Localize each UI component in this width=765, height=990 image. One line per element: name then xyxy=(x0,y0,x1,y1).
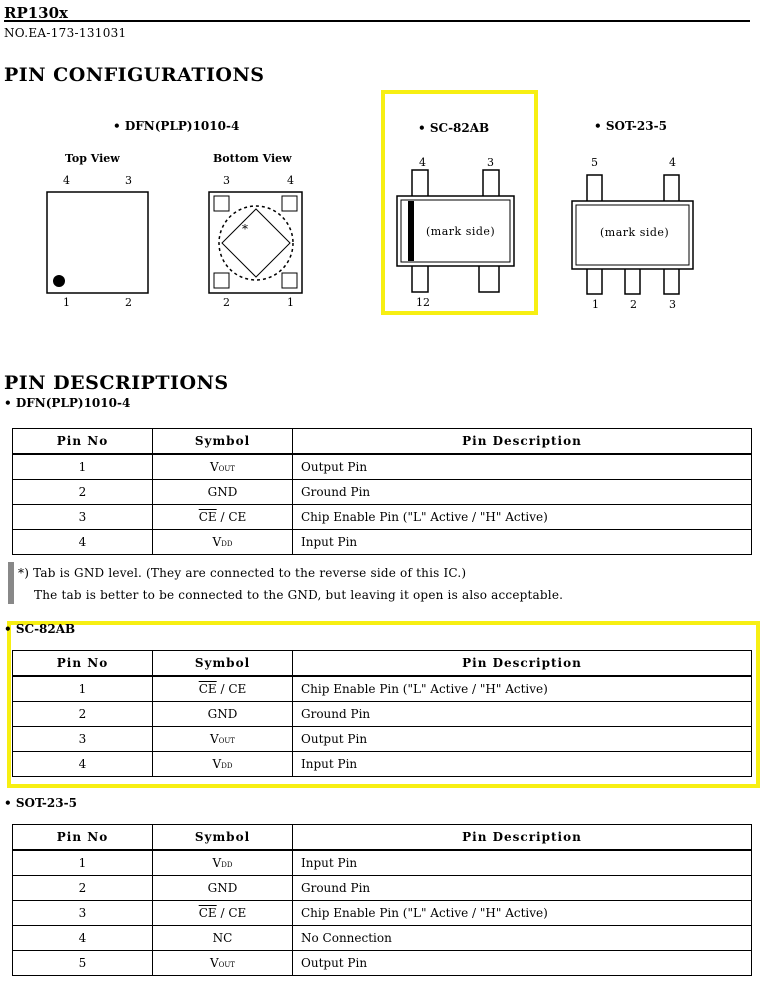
sot-config-title: • SOT-23-5 xyxy=(594,119,667,133)
table-row xyxy=(13,752,752,777)
dfn-bottom-pin-3: 3 xyxy=(223,174,230,187)
symbol-rest: / CE xyxy=(216,510,247,524)
sot-pin-2: 2 xyxy=(630,298,637,311)
pin-no-cell: 3 xyxy=(13,901,153,926)
symbol-cell xyxy=(153,926,293,951)
dfn-bottom-pin-1: 1 xyxy=(287,296,294,309)
table-row xyxy=(13,530,752,555)
table-row xyxy=(13,480,752,505)
tab-note xyxy=(8,562,758,604)
table-header-row xyxy=(13,651,752,677)
symbol-cell xyxy=(153,480,293,505)
sot-pin-4: 4 xyxy=(669,156,676,169)
symbol-cell xyxy=(153,454,293,480)
tab-asterisk: * xyxy=(242,222,248,236)
pin-no-cell: 3 xyxy=(13,505,153,530)
pin-description-cell: Output Pin xyxy=(293,951,752,976)
pin-no-cell: 2 xyxy=(13,876,153,901)
table-row xyxy=(13,901,752,926)
header-rule xyxy=(4,20,750,22)
pin-no-cell: 1 xyxy=(13,454,153,480)
symbol-subscript: DD xyxy=(221,861,233,869)
symbol-cell xyxy=(153,752,293,777)
pin-no-cell: 4 xyxy=(13,530,153,555)
symbol-cell xyxy=(153,505,293,530)
dfn-top-pin-3: 3 xyxy=(125,174,132,187)
table-row xyxy=(13,727,752,752)
symbol-cell xyxy=(153,876,293,901)
top-view-label: Top View xyxy=(65,152,120,165)
symbol-inverted: $\overline{CE}$ xyxy=(198,510,217,524)
sc82-pin-4: 4 xyxy=(419,156,426,169)
sot-pin-5: 5 xyxy=(591,156,598,169)
tab-note-line-2: The tab is better to be connected to the GND, but leaving it open is also acceptable. xyxy=(34,588,564,602)
symbol-cell xyxy=(153,951,293,976)
symbol-text: V xyxy=(212,856,222,870)
col-pin-no: Pin No xyxy=(13,825,153,851)
col-pin-description: Pin Description xyxy=(293,651,752,677)
col-symbol: Symbol xyxy=(153,429,293,455)
sc82-pin-3: 3 xyxy=(487,156,494,169)
table-row xyxy=(13,876,752,901)
symbol-subscript: DD xyxy=(221,540,233,548)
pin-description-cell: Chip Enable Pin ("L" Active / "H" Active) xyxy=(293,901,752,926)
sc82-desc-title: • SC-82AB xyxy=(4,622,76,636)
sot-desc-title: • SOT-23-5 xyxy=(4,796,77,810)
col-symbol: Symbol xyxy=(153,825,293,851)
col-pin-no: Pin No xyxy=(13,429,153,455)
symbol-cell xyxy=(153,901,293,926)
pin-no-cell: 5 xyxy=(13,951,153,976)
pin-config-heading: PIN CONFIGURATIONS xyxy=(4,64,265,86)
table-header-row xyxy=(13,825,752,851)
col-pin-description: Pin Description xyxy=(293,429,752,455)
sot-pin-table xyxy=(12,824,752,976)
pin-description-cell: Ground Pin xyxy=(293,480,752,505)
symbol-subscript: DD xyxy=(221,762,233,770)
symbol-cell xyxy=(153,702,293,727)
symbol-inverted: $\overline{CE}$ xyxy=(198,906,217,920)
symbol-cell xyxy=(153,727,293,752)
table-row xyxy=(13,850,752,876)
symbol-subscript: OUT xyxy=(218,465,235,473)
col-symbol: Symbol xyxy=(153,651,293,677)
table-row xyxy=(13,926,752,951)
table-row xyxy=(13,951,752,976)
table-row xyxy=(13,505,752,530)
part-number: RP130x xyxy=(4,4,68,22)
dfn-top-pin-4: 4 xyxy=(63,174,70,187)
symbol-text: GND xyxy=(207,707,238,721)
symbol-text: V xyxy=(210,956,219,970)
symbol-text: V xyxy=(210,732,219,746)
symbol-cell xyxy=(153,850,293,876)
pin-description-cell: No Connection xyxy=(293,926,752,951)
pin-description-cell: Ground Pin xyxy=(293,702,752,727)
pin-no-cell: 1 xyxy=(13,676,153,702)
pin-no-cell: 2 xyxy=(13,702,153,727)
symbol-text: V xyxy=(212,757,222,771)
table-row xyxy=(13,702,752,727)
dfn-top-pin-2: 2 xyxy=(125,296,132,309)
col-pin-no: Pin No xyxy=(13,651,153,677)
pin-description-cell: Input Pin xyxy=(293,850,752,876)
sot-pin-3: 3 xyxy=(669,298,676,311)
dfn-config-title: • DFN(PLP)1010-4 xyxy=(113,119,240,133)
dfn-bottom-pin-2: 2 xyxy=(223,296,230,309)
sot-pin-1: 1 xyxy=(592,298,599,311)
pin-no-cell: 4 xyxy=(13,752,153,777)
dfn-top-pin-1: 1 xyxy=(63,296,70,309)
col-pin-description: Pin Description xyxy=(293,825,752,851)
pin-description-cell: Chip Enable Pin ("L" Active / "H" Active) xyxy=(293,676,752,702)
dfn-desc-title: • DFN(PLP)1010-4 xyxy=(4,396,131,410)
sc82-mark-bar-icon xyxy=(408,201,414,261)
symbol-inverted: $\overline{CE}$ xyxy=(198,682,217,696)
symbol-subscript: OUT xyxy=(218,737,235,745)
symbol-rest: / CE xyxy=(216,906,247,920)
symbol-text: GND xyxy=(207,881,238,895)
sc82-pins-1-2: 12 xyxy=(416,296,430,309)
symbol-text: V xyxy=(212,535,222,549)
pin-description-cell: Chip Enable Pin ("L" Active / "H" Active) xyxy=(293,505,752,530)
symbol-text: NC xyxy=(212,931,233,945)
symbol-subscript: OUT xyxy=(218,961,235,969)
document-number: NO.EA-173-131031 xyxy=(4,26,127,40)
sc82-config-title: • SC-82AB xyxy=(418,121,490,135)
sc82-pin-table xyxy=(12,650,752,777)
pin-description-cell: Input Pin xyxy=(293,752,752,777)
table-row xyxy=(13,676,752,702)
symbol-text: GND xyxy=(207,485,238,499)
symbol-cell xyxy=(153,676,293,702)
dfn-bottom-pin-4: 4 xyxy=(287,174,294,187)
tab-note-line-1: *) Tab is GND level. (They are connected to the reverse side of this IC.) xyxy=(18,566,467,580)
sot-mark-side-label: (mark side) xyxy=(600,226,670,239)
pin-description-cell: Ground Pin xyxy=(293,876,752,901)
dfn-bottom-view-diagram xyxy=(208,191,304,295)
dfn-top-view-diagram xyxy=(46,191,150,295)
pin-no-cell: 1 xyxy=(13,850,153,876)
pin-no-cell: 2 xyxy=(13,480,153,505)
pin-description-cell: Output Pin xyxy=(293,454,752,480)
sc82-mark-side-label: (mark side) xyxy=(426,225,496,238)
pin-no-cell: 3 xyxy=(13,727,153,752)
pin-description-cell: Input Pin xyxy=(293,530,752,555)
table-row xyxy=(13,454,752,480)
symbol-rest: / CE xyxy=(216,682,247,696)
symbol-text: V xyxy=(210,460,219,474)
pin-no-cell: 4 xyxy=(13,926,153,951)
pin-description-cell: Output Pin xyxy=(293,727,752,752)
pin1-marker-icon xyxy=(53,275,65,287)
table-header-row xyxy=(13,429,752,455)
bottom-view-label: Bottom View xyxy=(213,152,292,165)
pin-desc-heading: PIN DESCRIPTIONS xyxy=(4,372,229,394)
dfn-pin-table xyxy=(12,428,752,555)
symbol-cell xyxy=(153,530,293,555)
